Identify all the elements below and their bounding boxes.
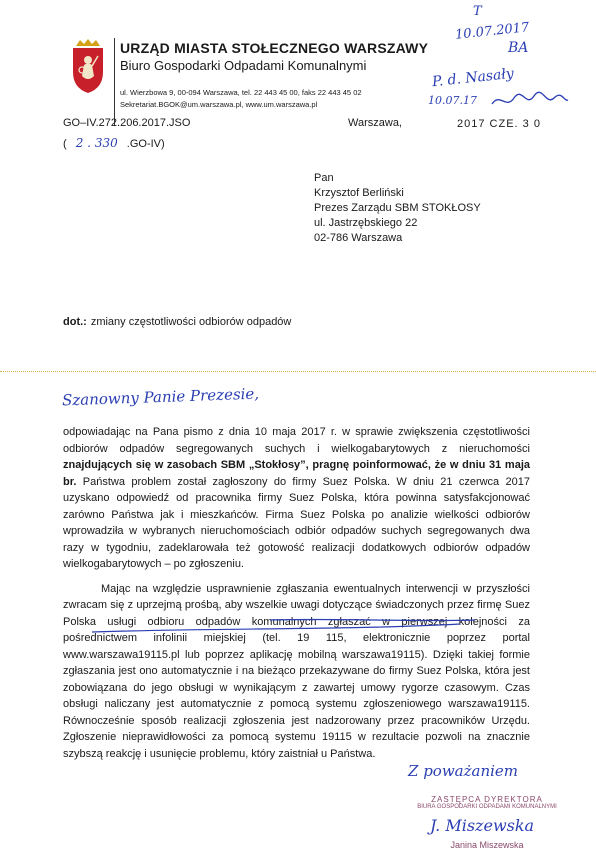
- office-contact: Sekretariat.BGOK@um.warszawa.pl, www.um.warszawa.pl: [120, 100, 318, 109]
- handwritten-reference: 2 . 330: [75, 136, 118, 150]
- addressee-postal: 02-786 Warszawa: [314, 232, 403, 244]
- office-subtitle: Biuro Gospodarki Odpadami Komunalnymi: [120, 58, 367, 73]
- case-reference-line2: ( 2 . 330 .GO-IV): [63, 136, 165, 150]
- letter-city: Warszawa,: [348, 117, 402, 129]
- date-stamp: 2017 CZE. 3 0: [457, 118, 541, 130]
- subject-text: zmiany częstotliwości odbiorów odpadów: [90, 316, 292, 328]
- office-address: ul. Wierzbowa 9, 00-094 Warszawa, tel. 22 443 45 00, faks 22 443 45 02: [120, 88, 362, 97]
- addressee-position: Prezes Zarządu SBM STOKŁOSY: [314, 202, 481, 214]
- handwritten-underline: [90, 618, 480, 636]
- handwritten-closing: Z poważaniem: [408, 762, 519, 780]
- handwritten-date: 10.07.2017: [454, 20, 531, 43]
- case-reference-number: GO–IV.272.206.2017.JSO: [63, 117, 191, 129]
- addressee-street: ul. Jastrzębskiego 22: [314, 217, 418, 229]
- header-divider: [114, 38, 115, 126]
- addressee-name: Krzysztof Berliński: [314, 187, 404, 199]
- handwritten-mark: T: [473, 4, 482, 19]
- letter-body: [63, 424, 530, 762]
- handwritten-note: P. d. Nasały: [431, 65, 515, 91]
- handwritten-greeting: Szanowny Panie Prezesie,: [61, 384, 260, 410]
- signature-stamp-department: BIURA GOSPODARKI ODPADAMI KOMUNALNYMI: [417, 804, 557, 810]
- letter-subject: [63, 316, 291, 328]
- warsaw-crest-logo: [70, 38, 106, 94]
- signature-stamp-name: Janina Miszewska: [450, 840, 524, 850]
- handwritten-signature-scribble: [490, 88, 570, 112]
- signature-stamp-title: ZASTĘPCA DYREKTORA: [431, 795, 543, 804]
- body-paragraph-1: odpowiadając na Pana pismo z dnia 10 maja 2017 r. w sprawie zwiększenia częstotliwości odbiorów odpadów segregowanych suchych i wielkogabarytowych z nieruchomości znajdujących się w zasobach SBM „Stokłosy”, pragnę poinformować, że w dniu 31 maja br. Państwa problem został zagłoszony do firmy Suez Polska. W dniu 21 czerwca 2017 uzyskano odpowiedź od pracownika firmy Suez Polska, która powinna satysfakcjonować zarówno Państwa jak i mieszkańców. Firma Suez Polska po analizie wielkości odbiorów wprowadziła w wybranych nieruchomościach odbiór odpadów suchych segregowanych dwa razy w tygodniu, zadeklarowała też gotowość realizacji dodatkowych odbiorów odpadów wielkogabarytowych – po zgłoszeniu.: [63, 426, 530, 570]
- office-title: URZĄD MIASTA STOŁECZNEGO WARSZAWY: [120, 40, 429, 56]
- addressee-salutation: Pan: [314, 172, 334, 184]
- body-paragraph-2: Mając na względzie usprawnienie zgłaszania ewentualnych interwencji w przyszłości zwracam się z uprzejmą prośbą, aby wszelkie uwagi dotyczące świadczonych przez firmę Suez Polska usługi odbioru odpadów komunalnych zgłaszać w pierwszej kolejności za pośrednictwem infolinii miejskiej (tel. 19 115, elektronicznie poprzez portal www.warszawa19115.pl lub poprzez aplikację mobilną warszawa19115). Dzięki takiej formie zgłaszania jest ono automatycznie i na bieżąco przekazywane do firmy Suez Polska, która jest zobowiązana do jego obsługi w wynikającym z zawartej umowy rygorze czasowym. Czas obsługi naliczany jest automatycznie z pomocą systemu zgłoszeniowego warszawa19115. Równocześnie sposób realizacji zgłoszenia jest nadzorowany przez pracowników Urzędu. Zgłoszenie nieprawidłowości za pomocą systemu 19115 w rezultacie pozwoli na znacznie szybszą reakcję i usunięcie problemu, który zaistniał u Państwa.: [63, 582, 530, 760]
- handwritten-signature: J. Miszewska: [430, 816, 535, 835]
- fold-line: [0, 371, 596, 373]
- handwritten-note-date: 10.07.17: [428, 94, 477, 107]
- handwritten-initials: BA: [508, 40, 529, 56]
- subject-label: dot.:: [63, 316, 87, 328]
